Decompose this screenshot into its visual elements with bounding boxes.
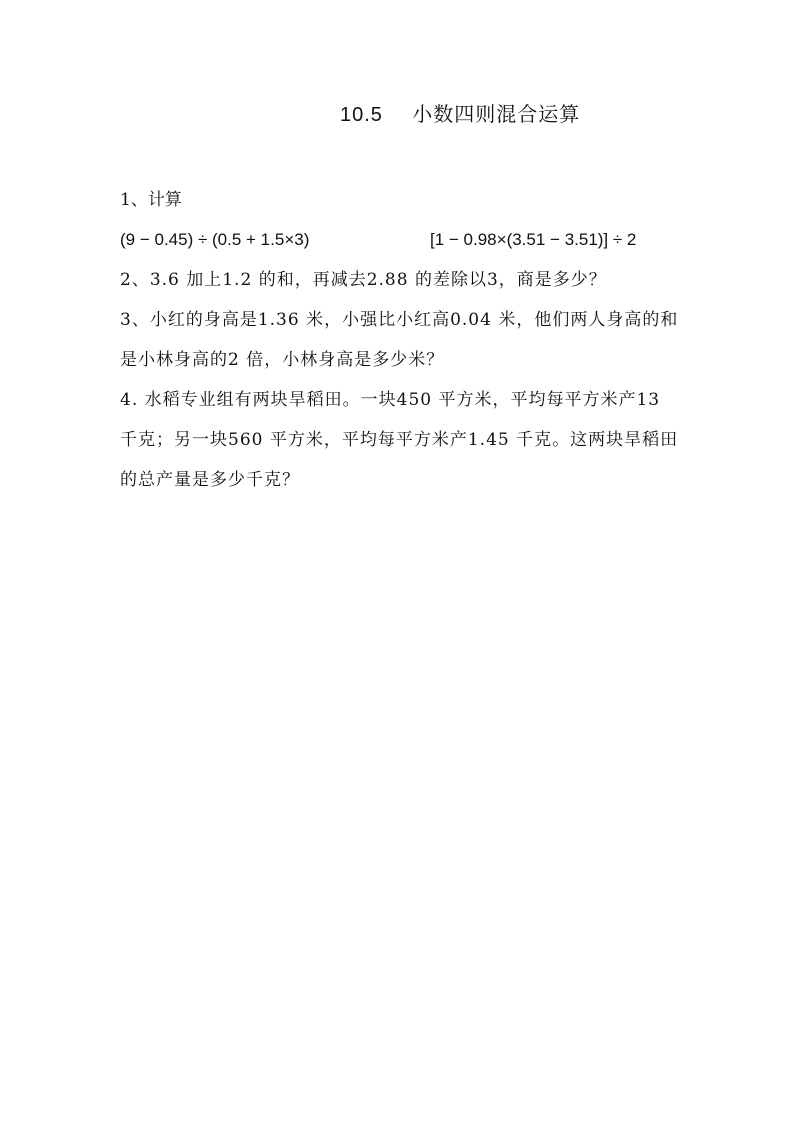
section-title: 小数四则混合运算	[412, 102, 581, 126]
expression-left: (9 − 0.45) ÷ (0.5 + 1.5×3)	[120, 230, 310, 249]
question-1-label: 1、计算	[120, 190, 182, 210]
page-title	[340, 98, 640, 127]
question-2: 2、3.6 加上1.2 的和，再减去2.88 的差除以3，商是多少？	[120, 270, 607, 290]
expression-right: [1 − 0.98×(3.51 − 3.51)] ÷ 2	[430, 230, 637, 249]
section-number: 10.5	[340, 104, 383, 126]
question-1-expressions	[120, 220, 680, 260]
question-4: 4. 水稻专业组有两块旱稻田。一块450 平方米，平均每平方米产13 千克；另一块560 平方米，平均每平方米产1.45 千克。这两块旱稻田的总产量是多少千克？	[120, 390, 679, 490]
question-list	[120, 180, 680, 500]
question-3: 3、小红的身高是1.36 米，小强比小红高0.04 米，他们两人身高的和是小林身高的2 倍，小林身高是多少米？	[120, 310, 679, 370]
